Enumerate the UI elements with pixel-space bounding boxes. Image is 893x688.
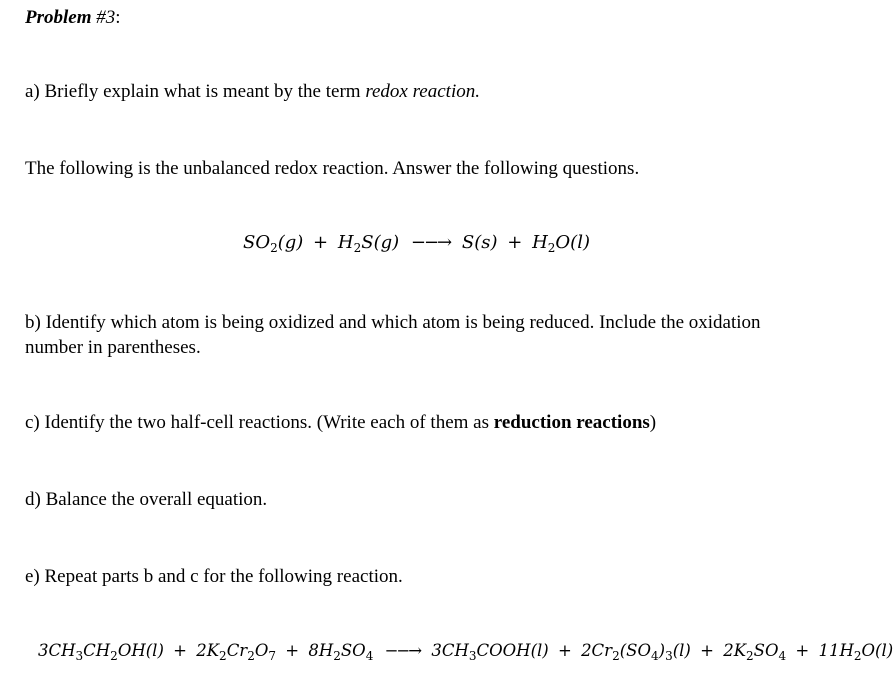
eq2-term-5: $2Cr_2(SO_4)_3(l)$ (581, 641, 691, 663)
problem-title (25, 6, 121, 30)
problem-title-word: Problem (25, 7, 92, 28)
part-e-question: e) Repeat parts b and c for the following reaction. (25, 566, 403, 587)
eq1-reactant-1: $SO_2(g)$ (243, 232, 304, 255)
equation-1 (243, 231, 590, 255)
part-b-line-2: number in parentheses. (25, 337, 201, 358)
eq2-term-6: $2K_2SO_4$ (723, 641, 787, 663)
eq2-term-4: $3CH_3COOH(l)$ (431, 641, 549, 663)
part-b-line-1: b) Identify which atom is being oxidized and which atom is being reduced. Include the oxidation (25, 312, 761, 333)
part-a-text: a) Briefly explain what is meant by the term (25, 81, 366, 102)
part-c-end: ) (649, 412, 657, 433)
eq2-arrow: −−→ (384, 641, 421, 660)
eq1-plus-1: + (313, 232, 329, 253)
eq2-plus-5: + (795, 641, 810, 660)
part-d-question: d) Balance the overall equation. (25, 489, 268, 510)
problem-title-colon: : (115, 7, 121, 28)
eq1-product-2: $H_2O(l)$ (532, 232, 590, 255)
eq1-product-1: S(s) (461, 232, 498, 253)
part-c-question (25, 411, 656, 435)
eq2-plus-1: + (173, 641, 187, 660)
problem-title-number: #3 (91, 7, 116, 28)
eq2-term-2: $2K_2Cr_2O_7$ (196, 641, 277, 663)
part-c-bold: reduction reactions (493, 412, 650, 433)
eq2-term-3: $8H_2SO_4$ (308, 641, 374, 663)
equation-2 (38, 639, 893, 663)
eq2-plus-2: + (285, 641, 300, 660)
eq1-reactant-2: $H_2S(g)$ (337, 232, 400, 255)
eq1-plus-2: + (507, 232, 523, 253)
eq1-arrow: −−→ (410, 232, 451, 253)
eq2-plus-4: + (700, 641, 714, 660)
reaction-intro: The following is the unbalanced redox reaction. Answer the following questions. (25, 158, 640, 179)
part-a-question (25, 80, 480, 104)
part-c-text: c) Identify the two half-cell reactions. (Write each of them as (25, 412, 494, 433)
part-a-term: redox reaction. (365, 81, 480, 102)
eq2-term-1: $3CH_3CH_2OH(l)$ (38, 641, 164, 663)
eq2-plus-3: + (557, 641, 572, 660)
eq2-term-7: $11H_2O(l)$ (818, 641, 893, 663)
